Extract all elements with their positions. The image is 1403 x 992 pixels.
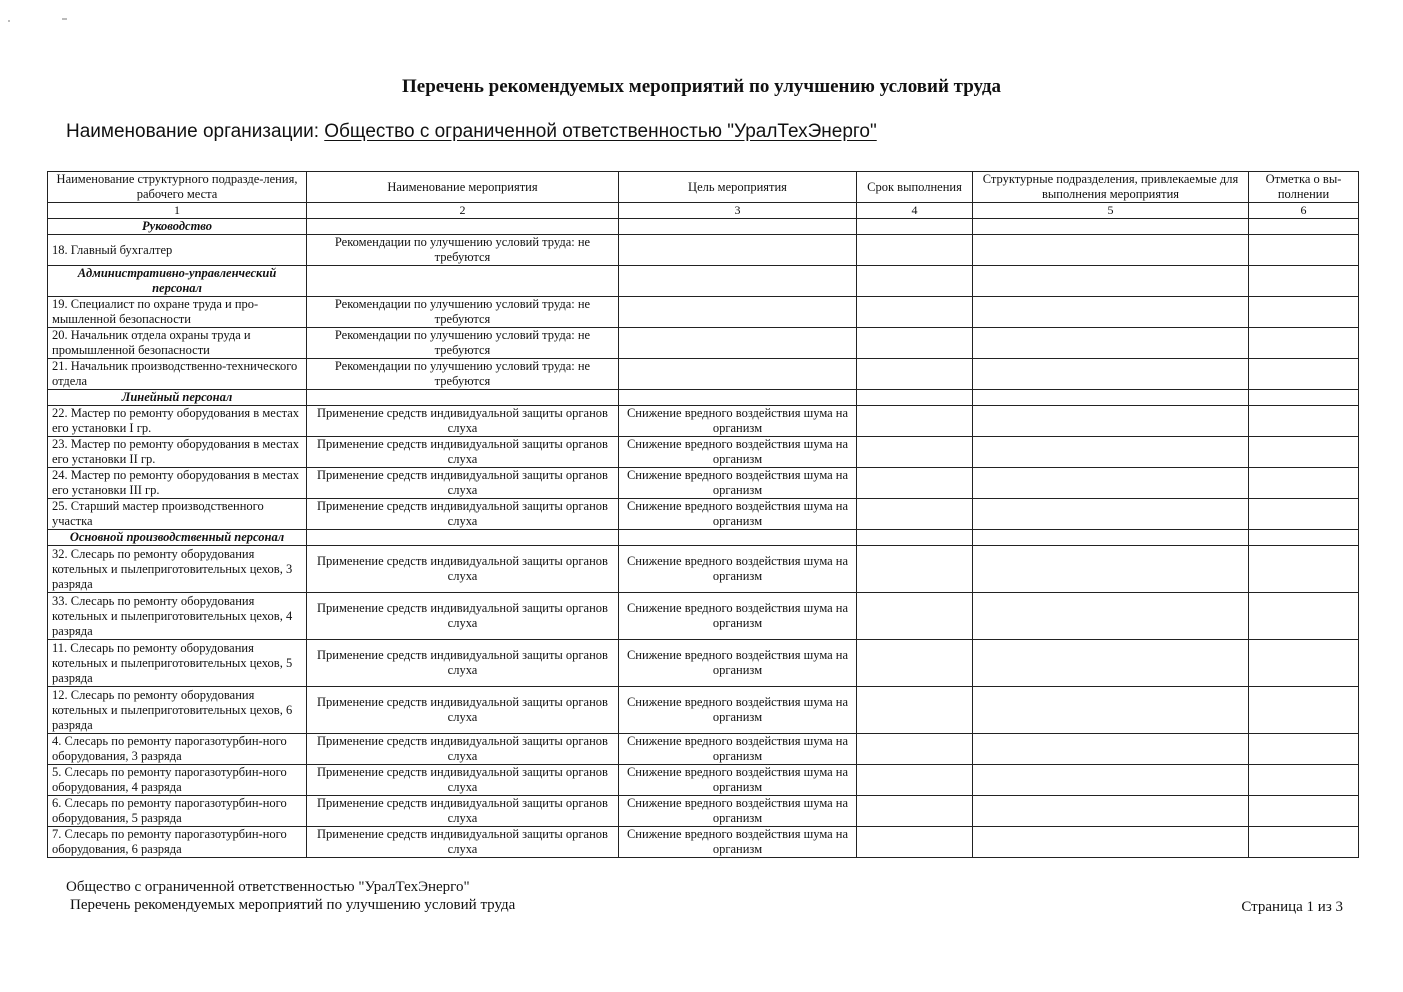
workplace-cell: 4. Слесарь по ремонту парогазотурбин-ного оборудования, 3 разряда [48, 734, 307, 765]
departments-cell [973, 437, 1249, 468]
empty-cell [307, 219, 619, 235]
measure-cell: Применение средств индивидуальной защиты органов слуха [307, 687, 619, 734]
goal-cell: Снижение вредного воздействия шума на организм [619, 827, 857, 858]
departments-cell [973, 765, 1249, 796]
section-label: Основной производственный персонал [48, 530, 307, 546]
page-number: Страница 1 из 3 [1241, 899, 1343, 915]
measure-cell: Применение средств индивидуальной защиты органов слуха [307, 765, 619, 796]
completion-mark-cell [1249, 297, 1359, 328]
goal-cell: Снижение вредного воздействия шума на организм [619, 593, 857, 640]
empty-cell [857, 390, 973, 406]
table-row [48, 593, 1359, 640]
goal-cell: Снижение вредного воздействия шума на организм [619, 437, 857, 468]
section-label: Линейный персонал [48, 390, 307, 406]
workplace-cell: 23. Мастер по ремонту оборудования в местах его установки II гр. [48, 437, 307, 468]
table-row [48, 734, 1359, 765]
deadline-cell [857, 687, 973, 734]
header-cell: Срок выполнения [857, 172, 973, 203]
empty-cell [307, 390, 619, 406]
organization-label: Наименование организации: [66, 121, 319, 142]
measure-cell: Рекомендации по улучшению условий труда: не требуются [307, 359, 619, 390]
deadline-cell [857, 235, 973, 266]
measure-cell: Рекомендации по улучшению условий труда: не требуются [307, 235, 619, 266]
completion-mark-cell [1249, 499, 1359, 530]
goal-cell: Снижение вредного воздействия шума на организм [619, 499, 857, 530]
workplace-cell: 12. Слесарь по ремонту оборудования котельных и пылеприготовительных цехов, 6 разряда [48, 687, 307, 734]
column-number: 1 [48, 203, 307, 219]
column-number: 4 [857, 203, 973, 219]
scan-speck [62, 18, 67, 20]
completion-mark-cell [1249, 437, 1359, 468]
organization-line [66, 121, 887, 143]
footer-document-title: Перечень рекомендуемых мероприятий по улучшению условий труда [70, 897, 516, 913]
empty-cell [857, 266, 973, 297]
table-row [48, 827, 1359, 858]
measure-cell: Применение средств индивидуальной защиты органов слуха [307, 546, 619, 593]
empty-cell [857, 219, 973, 235]
goal-cell: Снижение вредного воздействия шума на организм [619, 640, 857, 687]
deadline-cell [857, 827, 973, 858]
goal-cell [619, 359, 857, 390]
table-row [48, 235, 1359, 266]
measures-table [47, 171, 1359, 858]
section-row [48, 266, 1359, 297]
workplace-cell: 5. Слесарь по ремонту парогазотурбин-ного оборудования, 4 разряда [48, 765, 307, 796]
header-cell: Структурные подразделения, привлекаемые для выполнения мероприятия [973, 172, 1249, 203]
column-number-row [48, 203, 1359, 219]
goal-cell: Снижение вредного воздействия шума на организм [619, 796, 857, 827]
departments-cell [973, 328, 1249, 359]
deadline-cell [857, 765, 973, 796]
measure-cell: Применение средств индивидуальной защиты органов слуха [307, 640, 619, 687]
header-cell: Цель мероприятия [619, 172, 857, 203]
empty-cell [307, 266, 619, 297]
empty-cell [973, 530, 1249, 546]
section-row [48, 390, 1359, 406]
measure-cell: Применение средств индивидуальной защиты органов слуха [307, 406, 619, 437]
table-row [48, 437, 1359, 468]
table-row [48, 687, 1359, 734]
workplace-cell: 25. Старший мастер производственного участка [48, 499, 307, 530]
completion-mark-cell [1249, 593, 1359, 640]
footer-organization: Общество с ограниченной ответственностью "УралТехЭнерго" [66, 879, 470, 895]
completion-mark-cell [1249, 468, 1359, 499]
completion-mark-cell [1249, 765, 1359, 796]
empty-cell [857, 530, 973, 546]
measure-cell: Рекомендации по улучшению условий труда: не требуются [307, 297, 619, 328]
table-row [48, 359, 1359, 390]
empty-cell [1249, 219, 1359, 235]
workplace-cell: 33. Слесарь по ремонту оборудования котельных и пылеприготовительных цехов, 4 разряда [48, 593, 307, 640]
goal-cell: Снижение вредного воздействия шума на организм [619, 546, 857, 593]
empty-cell [619, 219, 857, 235]
section-label: Административно-управленческий персонал [48, 266, 307, 297]
departments-cell [973, 593, 1249, 640]
table-row [48, 297, 1359, 328]
measure-cell: Применение средств индивидуальной защиты органов слуха [307, 734, 619, 765]
goal-cell: Снижение вредного воздействия шума на организм [619, 734, 857, 765]
table-row [48, 328, 1359, 359]
goal-cell [619, 235, 857, 266]
section-row [48, 219, 1359, 235]
deadline-cell [857, 546, 973, 593]
empty-cell [973, 219, 1249, 235]
completion-mark-cell [1249, 796, 1359, 827]
column-number: 3 [619, 203, 857, 219]
footer [66, 878, 515, 914]
section-row [48, 530, 1359, 546]
document-title: Перечень рекомендуемых мероприятий по улучшению условий труда [402, 76, 1001, 97]
empty-cell [1249, 266, 1359, 297]
workplace-cell: 24. Мастер по ремонту оборудования в местах его установки III гр. [48, 468, 307, 499]
deadline-cell [857, 499, 973, 530]
workplace-cell: 11. Слесарь по ремонту оборудования котельных и пылеприготовительных цехов, 5 разряда [48, 640, 307, 687]
measure-cell: Применение средств индивидуальной защиты органов слуха [307, 593, 619, 640]
goal-cell: Снижение вредного воздействия шума на организм [619, 468, 857, 499]
departments-cell [973, 546, 1249, 593]
departments-cell [973, 796, 1249, 827]
departments-cell [973, 499, 1249, 530]
column-number: 2 [307, 203, 619, 219]
scan-speck [8, 20, 10, 22]
measure-cell: Применение средств индивидуальной защиты органов слуха [307, 796, 619, 827]
departments-cell [973, 734, 1249, 765]
deadline-cell [857, 359, 973, 390]
table-row [48, 499, 1359, 530]
completion-mark-cell [1249, 827, 1359, 858]
header-cell: Наименование структурного подразде-ления, рабочего места [48, 172, 307, 203]
measure-cell: Применение средств индивидуальной защиты органов слуха [307, 437, 619, 468]
completion-mark-cell [1249, 359, 1359, 390]
goal-cell [619, 328, 857, 359]
empty-cell [1249, 390, 1359, 406]
empty-cell [973, 390, 1249, 406]
completion-mark-cell [1249, 640, 1359, 687]
header-cell: Наименование мероприятия [307, 172, 619, 203]
completion-mark-cell [1249, 406, 1359, 437]
departments-cell [973, 468, 1249, 499]
workplace-cell: 22. Мастер по ремонту оборудования в местах его установки I гр. [48, 406, 307, 437]
table-row [48, 406, 1359, 437]
goal-cell: Снижение вредного воздействия шума на организм [619, 765, 857, 796]
measure-cell: Рекомендации по улучшению условий труда: не требуются [307, 328, 619, 359]
table-body [48, 219, 1359, 858]
completion-mark-cell [1249, 734, 1359, 765]
empty-cell [973, 266, 1249, 297]
deadline-cell [857, 328, 973, 359]
workplace-cell: 18. Главный бухгалтер [48, 235, 307, 266]
header-row [48, 172, 1359, 203]
departments-cell [973, 640, 1249, 687]
goal-cell [619, 297, 857, 328]
departments-cell [973, 235, 1249, 266]
completion-mark-cell [1249, 235, 1359, 266]
organization-name: Общество с ограниченной ответственностью "УралТехЭнерго" [324, 121, 877, 142]
completion-mark-cell [1249, 328, 1359, 359]
measure-cell: Применение средств индивидуальной защиты органов слуха [307, 499, 619, 530]
table-row [48, 765, 1359, 796]
departments-cell [973, 297, 1249, 328]
column-number: 6 [1249, 203, 1359, 219]
table-row [48, 546, 1359, 593]
departments-cell [973, 406, 1249, 437]
completion-mark-cell [1249, 687, 1359, 734]
completion-mark-cell [1249, 546, 1359, 593]
deadline-cell [857, 734, 973, 765]
section-label: Руководство [48, 219, 307, 235]
departments-cell [973, 687, 1249, 734]
empty-cell [619, 390, 857, 406]
column-number: 5 [973, 203, 1249, 219]
deadline-cell [857, 297, 973, 328]
workplace-cell: 20. Начальник отдела охраны труда и промышленной безопасности [48, 328, 307, 359]
goal-cell: Снижение вредного воздействия шума на организм [619, 687, 857, 734]
departments-cell [973, 359, 1249, 390]
deadline-cell [857, 406, 973, 437]
workplace-cell: 21. Начальник производственно-технического отдела [48, 359, 307, 390]
workplace-cell: 19. Специалист по охране труда и про-мышленной безопасности [48, 297, 307, 328]
deadline-cell [857, 437, 973, 468]
measure-cell: Применение средств индивидуальной защиты органов слуха [307, 827, 619, 858]
table-row [48, 640, 1359, 687]
empty-cell [619, 266, 857, 297]
empty-cell [1249, 530, 1359, 546]
deadline-cell [857, 796, 973, 827]
workplace-cell: 32. Слесарь по ремонту оборудования котельных и пылеприготовительных цехов, 3 разряда [48, 546, 307, 593]
empty-cell [307, 530, 619, 546]
workplace-cell: 7. Слесарь по ремонту парогазотурбин-ного оборудования, 6 разряда [48, 827, 307, 858]
header-cell: Отметка о вы-полнении [1249, 172, 1359, 203]
goal-cell: Снижение вредного воздействия шума на организм [619, 406, 857, 437]
table-row [48, 468, 1359, 499]
deadline-cell [857, 468, 973, 499]
empty-cell [619, 530, 857, 546]
departments-cell [973, 827, 1249, 858]
workplace-cell: 6. Слесарь по ремонту парогазотурбин-ного оборудования, 5 разряда [48, 796, 307, 827]
deadline-cell [857, 593, 973, 640]
measure-cell: Применение средств индивидуальной защиты органов слуха [307, 468, 619, 499]
table-row [48, 796, 1359, 827]
deadline-cell [857, 640, 973, 687]
